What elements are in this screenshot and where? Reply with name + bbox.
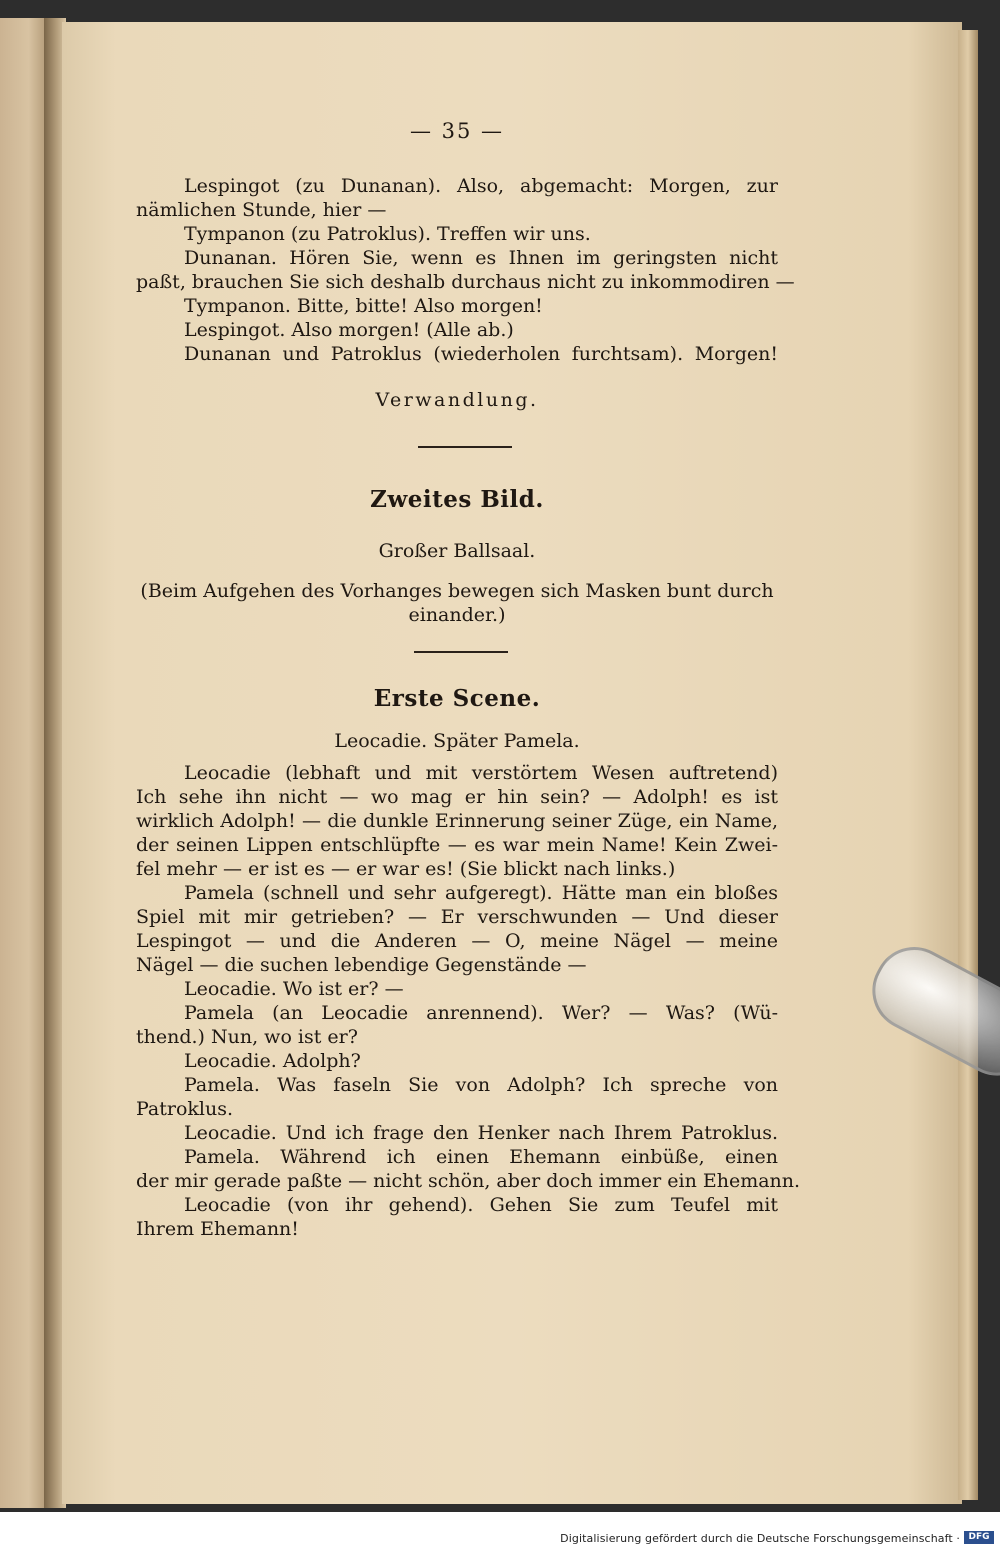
dialogue-line: Pamela. Während ich einen Ehemann einbüße, einen	[184, 1146, 778, 1168]
text-line: Lespingot. Also morgen! (Alle ab.)	[184, 319, 514, 341]
dialogue-line: wirklich Adolph! — die dunkle Erinnerung seiner Züge, ein Name,	[136, 810, 778, 832]
dialogue-line: Pamela (an Leocadie anrennend). Wer? — Was? (Wü-	[184, 1002, 778, 1024]
scene-title: Erste Scene.	[373, 685, 541, 712]
dfg-logo: DFG	[964, 1531, 994, 1544]
stage-direction: (Beim Aufgehen des Vorhanges bewegen sich Masken bunt durch	[140, 580, 774, 602]
dialogue-line: der seinen Lippen entschlüpfte — es war mein Name! Kein Zwei-	[136, 834, 778, 856]
dialogue-line: Ihrem Ehemann!	[136, 1218, 299, 1240]
text-line: Dunanan. Hören Sie, wenn es Ihnen im geringsten nicht	[184, 247, 778, 269]
dialogue-line: thend.) Nun, wo ist er?	[136, 1026, 358, 1048]
dialogue-line: Patroklus.	[136, 1098, 234, 1120]
bild-title: Zweites Bild.	[370, 486, 544, 513]
dialogue-line: Spiel mit mir getrieben? — Er verschwunden — Und dieser	[136, 906, 778, 928]
setting: Großer Ballsaal.	[378, 540, 536, 562]
stage-direction: einander.)	[408, 604, 506, 626]
right-page-edge	[958, 30, 978, 1500]
footer-credit: Digitalisierung gefördert durch die Deutsche Forschungsgemeinschaft ·	[560, 1532, 960, 1545]
dialogue-line: der mir gerade paßte — nicht schön, aber doch immer ein Ehemann.	[136, 1170, 801, 1192]
text-line: Lespingot (zu Dunanan). Also, abgemacht: Morgen, zur	[184, 175, 778, 197]
dialogue-line: Leocadie (von ihr gehend). Gehen Sie zum Teufel mit	[184, 1194, 778, 1216]
dialogue-line: Pamela (schnell und sehr aufgeregt). Hätte man ein bloßes	[184, 882, 778, 904]
dialogue-line: Leocadie. Und ich frage den Henker nach Ihrem Patroklus.	[184, 1122, 778, 1144]
text-line: Tympanon. Bitte, bitte! Also morgen!	[184, 295, 543, 317]
dialogue-line: Nägel — die suchen lebendige Gegenstände —	[136, 954, 587, 976]
text-line: nämlichen Stunde, hier —	[136, 199, 387, 221]
text-line: Dunanan und Patroklus (wiederholen furchtsam). Morgen!	[184, 343, 778, 365]
dialogue-line: Leocadie. Adolph?	[184, 1050, 361, 1072]
dialogue-line: Lespingot — und die Anderen — O, meine Nägel — meine	[136, 930, 778, 952]
characters: Leocadie. Später Pamela.	[334, 730, 580, 752]
dialogue-line: Leocadie (lebhaft und mit verstörtem Wesen auftretend)	[184, 762, 778, 784]
text-line: paßt, brauchen Sie sich deshalb durchaus nicht zu inkommodiren —	[136, 271, 795, 293]
page-number: — 35 —	[409, 119, 505, 143]
dialogue-line: Pamela. Was faseln Sie von Adolph? Ich spreche von	[184, 1074, 778, 1096]
verwandlung: Verwandlung.	[375, 389, 539, 411]
dialogue-line: Ich sehe ihn nicht — wo mag er hin sein? — Adolph! es ist	[136, 786, 778, 808]
divider-rule	[418, 446, 512, 448]
dialogue-line: Leocadie. Wo ist er? —	[184, 978, 404, 1000]
divider-rule	[414, 651, 508, 653]
text-line: Tympanon (zu Patroklus). Treffen wir uns.	[184, 223, 591, 245]
dialogue-line: fel mehr — er ist es — er war es! (Sie blickt nach links.)	[136, 858, 676, 880]
